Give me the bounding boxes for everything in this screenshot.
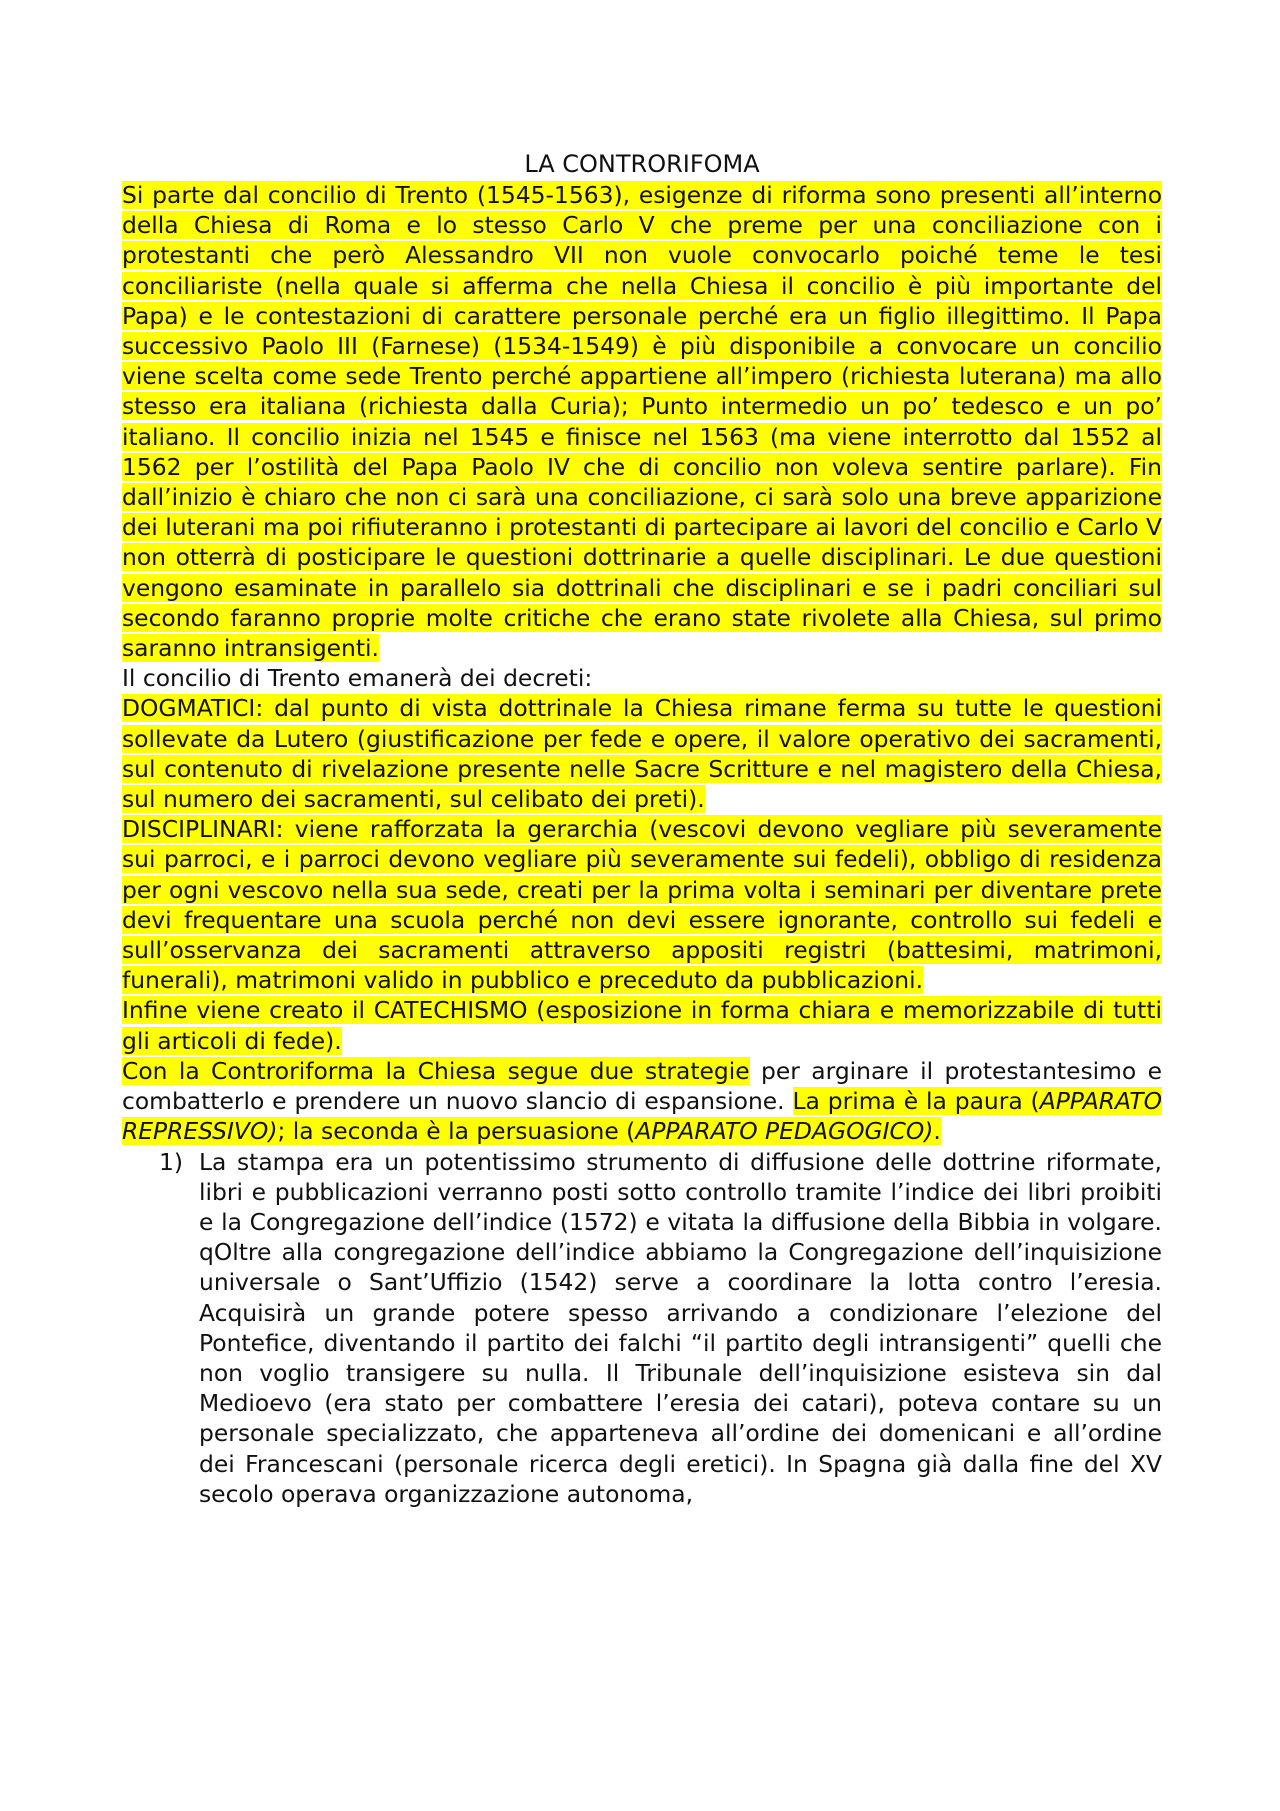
paragraph-decrees: Il concilio di Trento emanerà dei decreti: [122, 664, 593, 693]
highlighted-text: DISCIPLINARI: viene rafforzata la gerarchia (vescovi devono vegliare più severamente sui parroci, e i parroci devono vegliare più severamente sui fedeli), obbligo di residenza per ogni vescovo nella sua sede, creati per la prima volta i seminari per diventare prete devi frequentare una scuola perché non devi essere ignorante, controllo sui fedeli e sull’osservanza dei sacramenti attraverso appositi registri (battesimi, matrimoni, funerali), matrimoni valido in pubblico e preceduto da pubblicazioni. [122, 815, 1162, 995]
paragraph-catechism [122, 995, 1162, 1055]
highlighted-text: La prima è la paura ( [792, 1087, 1040, 1116]
list-item-text: La stampa era un potentissimo strumento di diffusione delle dottrine riformate, libri e pubblicazioni verranno posti sotto controllo tramite l’indice dei libri proibiti e la Congregazione dell’indice (1572) e vitata la diffusione della Bibbia in volgare. qOltre alla congregazione dell’indice abbiamo la Congregazione dell’inquisizione universale o Sant’Uffizio (1542) serve a coordinare la lotta contro l’eresia. Acquisirà un grande potere spesso arrivando a condizionare l’elezione del Pontefice, diventando il partito dei falchi “il partito degli intransigenti” quelli che non voglio transigere su nulla. Il Tribunale dell’inquisizione esisteva sin dal Medioevo (era stato per combattere l’eresia dei catari), poteva contare su un personale specializzato, che apparteneva all’ordine dei domenicani e all’ordine dei Francescani (personale ricerca degli eretici). In Spagna già dalla fine del XV secolo operava organizzazione autonoma, [199, 1147, 1162, 1508]
list-number: 1) [159, 1147, 184, 1176]
italic-text: APPARATO REPRESSIVO) [122, 1087, 1162, 1146]
paragraph-intro [122, 180, 1162, 663]
highlighted-text: Infine viene creato il CATECHISMO (esposizione in forma chiara e memorizzabile di tutti gli articoli di fede). [122, 996, 1162, 1055]
highlighted-text [635, 1117, 933, 1145]
page-title: LA CONTRORIFOMA [524, 150, 760, 178]
highlighted-text: ; la seconda è la persuasione ( [277, 1117, 636, 1146]
list-item [122, 1147, 1162, 1509]
plain-text: per arginare il protestantesimo e combatterlo e prendere un nuovo slancio di espansione. [122, 1056, 1163, 1116]
highlighted-text: Con la Controriforma la Chiesa segue due strategie [122, 1056, 750, 1085]
highlighted-text: . [933, 1117, 941, 1146]
highlighted-text: DOGMATICI: dal punto di vista dottrinale la Chiesa rimane ferma su tutte le questioni sollevate da Lutero (giustificazione per fede e opere, il valore operativo dei sacramenti, sul contenuto di rivelazione presente nelle Sacre Scritture e nel magistero della Chiesa, sul numero dei sacramenti, sul celibato dei preti). [122, 694, 1162, 814]
italic-text: APPARATO PEDAGOGICO) [635, 1117, 934, 1146]
paragraph-strategies [122, 1056, 1162, 1147]
paragraph-disciplinary [122, 814, 1162, 995]
numbered-list [122, 1147, 1162, 1509]
paragraph-dogmatic [122, 693, 1162, 814]
highlighted-text: Si parte dal concilio di Trento (1545-1563), esigenze di riforma sono presenti all’interno della Chiesa di Roma e lo stesso Carlo V che preme per una conciliazione con i protestanti che però Alessandro VII non vuole convocarlo poiché teme le tesi conciliariste (nella quale si afferma che nella Chiesa il concilio è più importante del Papa) e le contestazioni di carattere personale perché era un figlio illegittimo. Il Papa successivo Paolo III (Farnese) (1534-1549) è più disponibile a convocare un concilio viene scelta come sede Trento perché appartiene all’impero (richiesta luterana) ma allo stesso era italiana (richiesta dalla Curia); Punto intermedio un po’ tedesco e un po’ italiano. Il concilio inizia nel 1545 e finisce nel 1563 (ma viene interrotto dal 1552 al 1562 per l’ostilità del Papa Paolo IV che di concilio non voleva sentire parlare). Fin dall’inizio è chiaro che non ci sarà una conciliazione, ci sarà solo una breve apparizione dei luterani ma poi rifiuteranno i protestanti di partecipare ai lavori del concilio e Carlo V non otterrà di posticipare le questioni dottrinarie a quelle disciplinari. Le due questioni vengono esaminate in parallelo sia dottrinali che disciplinari e se i padri conciliari sul secondo faranno proprie molte critiche che erano state rivolete alla Chiesa, sul primo saranno intransigenti. [122, 181, 1162, 663]
document-body [122, 148, 1162, 1509]
